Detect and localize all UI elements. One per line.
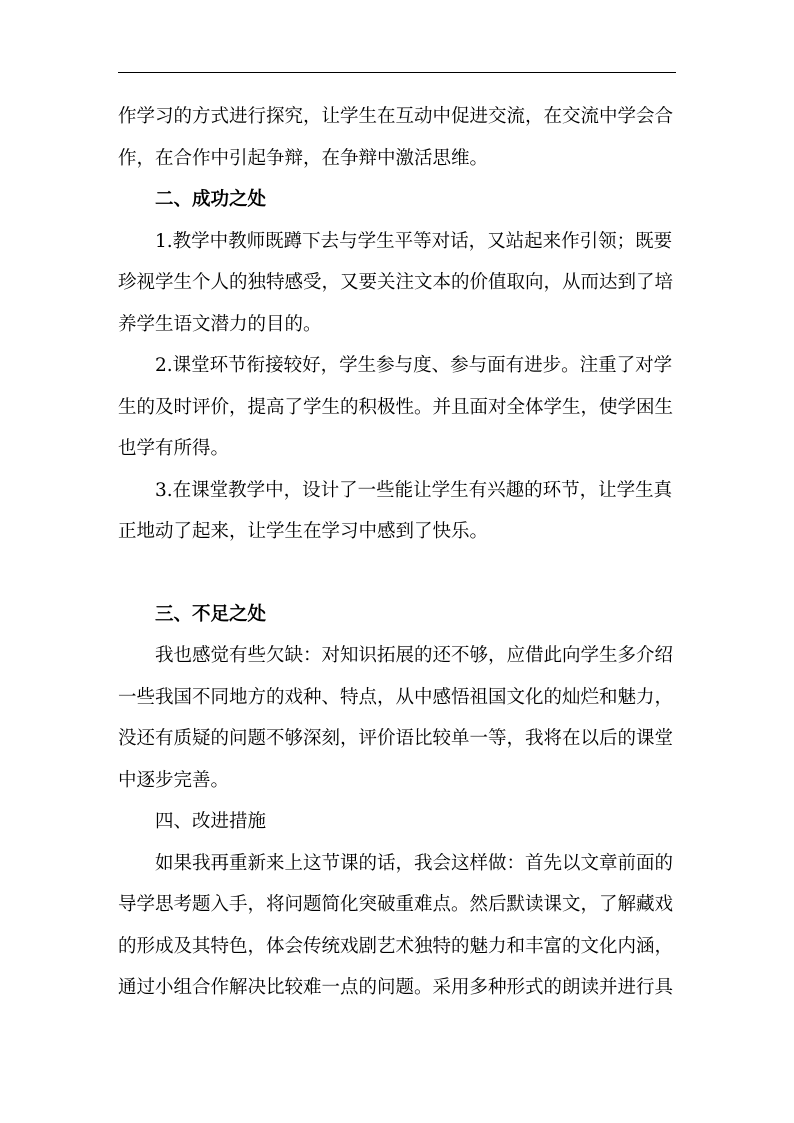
improvements-paragraph — [118, 843, 678, 885]
shortcomings-paragraph — [118, 635, 678, 677]
success-item-1-cont — [118, 262, 678, 345]
text-line: 作学习的方式进行探究，让学生在互动中促进交流，在交流中学会合 — [118, 106, 674, 127]
improvements-paragraph-cont — [118, 884, 678, 1009]
text-line: 通过小组合作解决比较难一点的问题。采用多种形式的朗读并进行具 — [118, 977, 674, 998]
text-line: 没还有质疑的问题不够深刻，评价语比较单一等，我将在以后的课堂 — [118, 728, 674, 749]
success-item-1 — [118, 221, 678, 263]
text-line: 作，在合作中引起争辩，在争辩中激活思维。 — [118, 147, 489, 169]
success-item-2-cont — [118, 387, 678, 470]
text-line: 生的及时评价，提高了学生的积极性。并且面对全体学生，使学困生 — [118, 396, 674, 418]
document-body — [118, 96, 678, 1009]
text-line: 如果我再重新来上这节课的话，我会这样做：首先以文章前面的 — [155, 852, 674, 874]
header-rule — [118, 72, 676, 73]
blank-line — [118, 553, 678, 594]
text-line: 养学生语文潜力的目的。 — [118, 313, 322, 335]
success-item-3-cont — [118, 511, 678, 553]
text-line: 也学有所得。 — [118, 438, 230, 459]
text-line: 中逐步完善。 — [118, 769, 230, 791]
success-item-2 — [118, 345, 678, 387]
text-line: 1.教学中教师既蹲下去与学生平等对话，又站起来作引领；既要 — [155, 230, 673, 252]
section-heading-improvements: 四、改进措施 — [155, 811, 267, 832]
text-line: 3.在课堂教学中，设计了一些能让学生有兴趣的环节，让学生真 — [155, 479, 673, 501]
text-line: 一些我国不同地方的戏种、特点，从中感悟祖国文化的灿烂和魅力， — [118, 686, 674, 708]
success-item-3 — [118, 470, 678, 512]
shortcomings-paragraph-cont — [118, 677, 678, 802]
intro-paragraph — [118, 96, 678, 179]
section-heading-shortcomings: 三、不足之处 — [155, 603, 267, 625]
text-line: 2.课堂环节衔接较好，学生参与度、参与面有进步。注重了对学 — [155, 355, 673, 376]
text-line: 导学思考题入手，将问题简化突破重难点。然后默读课文，了解藏戏 — [118, 894, 674, 915]
text-line: 我也感觉有些欠缺：对知识拓展的还不够，应借此向学生多介绍 — [155, 645, 674, 666]
text-line: 正地动了起来，让学生在学习中感到了快乐。 — [118, 521, 489, 542]
section-heading-success: 二、成功之处 — [155, 189, 267, 210]
text-line: 的形成及其特色，体会传统戏剧艺术独特的魅力和丰富的文化内涵， — [118, 935, 674, 957]
text-line: 珍视学生个人的独特感受，又要关注文本的价值取向，从而达到了培 — [118, 272, 674, 293]
